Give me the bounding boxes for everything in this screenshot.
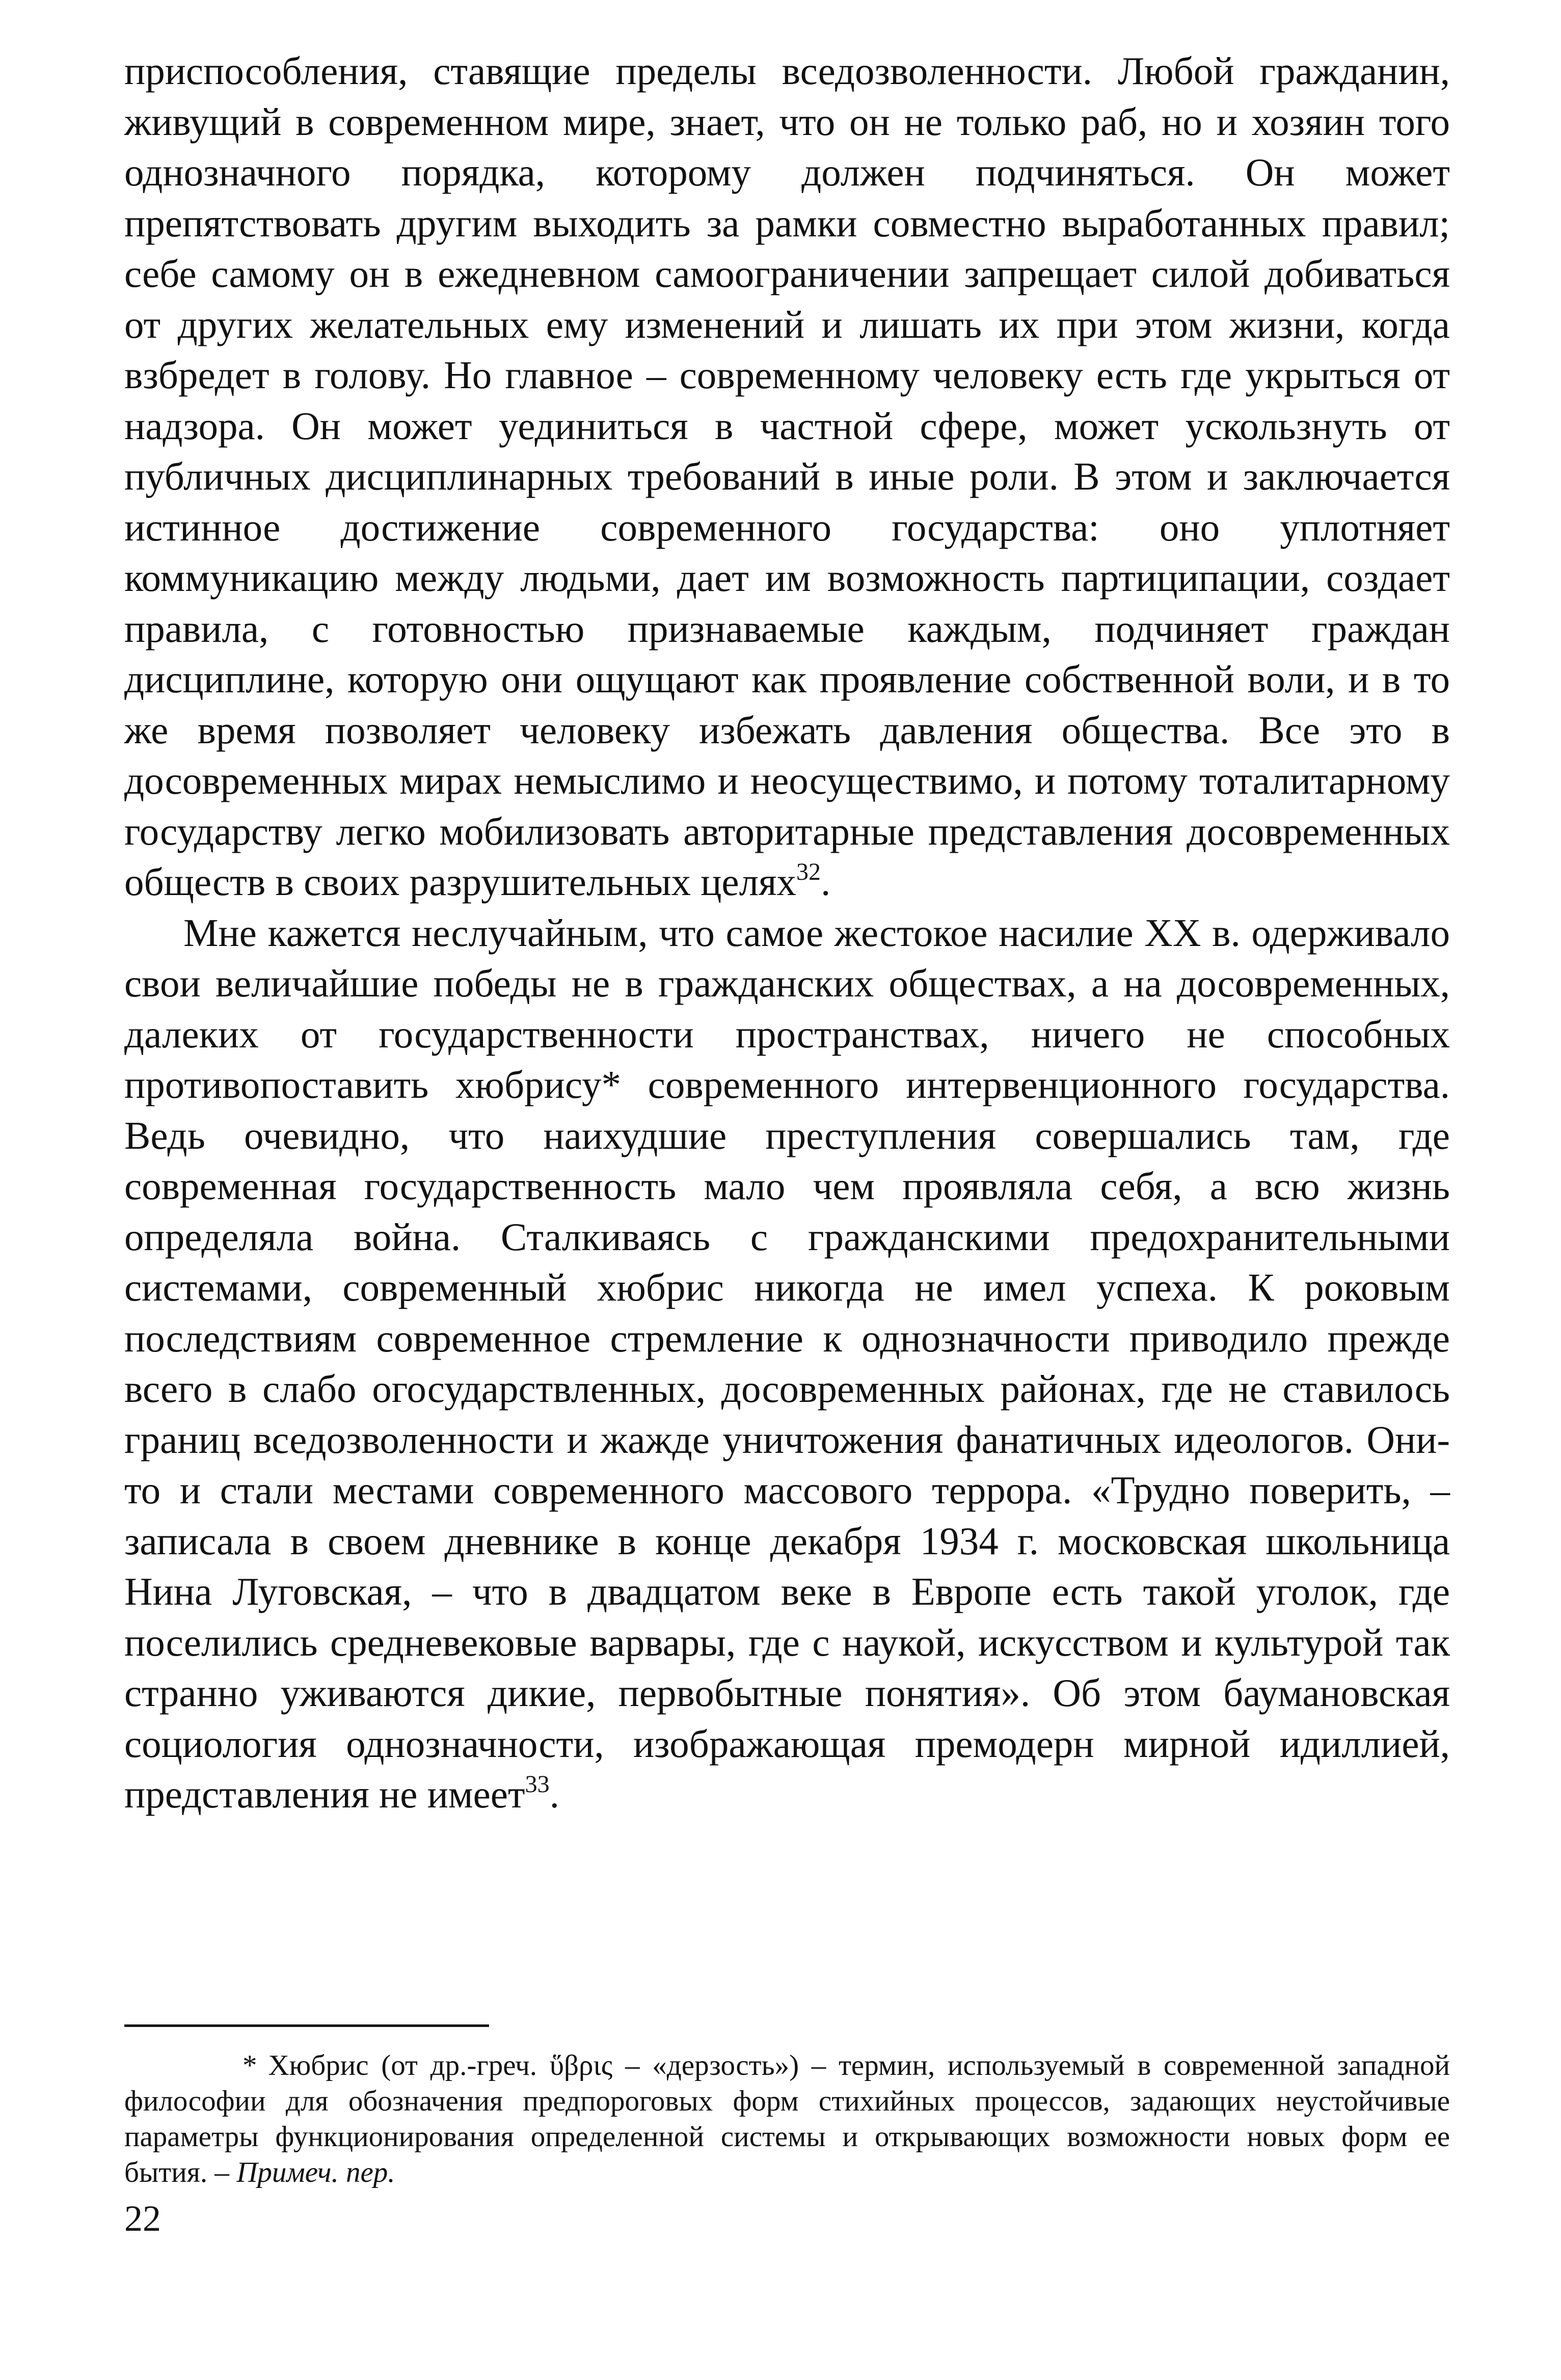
footnote-marker: * [243, 2049, 257, 2081]
paragraph-2 [124, 908, 1450, 1820]
main-text [124, 46, 1450, 1820]
page-number: 22 [124, 2198, 161, 2239]
paragraph-2-end: . [549, 1772, 559, 1816]
paragraph-1 [124, 46, 1450, 908]
footnote-attribution: Примеч. пер. [236, 2156, 395, 2188]
paragraph-1-end: . [820, 860, 831, 904]
footnote-text: Хюбрис (от др.-греч. ὕβρις – «дерзость») – термин, используемый в современной западной философии для обозначения предпороговых форм стихийных процессов, задающих неустойчивые параметры функционирования определенной системы и открывающих возможности новых форм ее бытия. – [124, 2049, 1450, 2188]
footnote [124, 2048, 1450, 2190]
paragraph-2-text: Мне кажется неслучайным, что самое жестокое насилие XX в. одерживало свои величайшие победы не в гражданских обществах, а на досовременных, далеких от государственности пространствах, ничего не способных противопоставить хюбрису* современного интервенционного государства. Ведь очевидно, что наихудшие преступления совершались там, где современная государственность мало чем проявляла себя, а всю жизнь определяла война. Сталкиваясь с гражданскими предохранительными системами, современный хюбрис никогда не имел успеха. К роковым последствиям современное стремление к однозначности приводило прежде всего в слабо огосударствленных, досовременных районах, где не ставилось границ вседозволенности и жажде уничтожения фанатичных идеологов. Они-то и стали местами современного массового террора. «Трудно поверить, – записала в своем дневнике в конце декабря 1934 г. московская школьница Нина Луговская, – что в двадцатом веке в Европе есть такой уголок, где поселились средневековые варвары, где с наукой, искусством и культурой так странно уживаются дикие, первобытные понятия». Об этом баумановская социология однозначности, изображающая премодерн мирной идиллией, представления не имеет [124, 910, 1450, 1816]
note-ref-33: 33 [525, 1771, 550, 1798]
note-ref-32: 32 [796, 858, 821, 885]
paragraph-1-text: приспособления, ставящие пределы вседозволенности. Любой гражданин, живущий в современном мире, знает, что он не только раб, но и хозяин того однозначного порядка, которому должен подчиняться. Он может препятствовать другим выходить за рамки совместно выработанных правил; себе самому он в ежедневном самоограничении запрещает силой добиваться от других желательных ему изменений и лишать их при этом жизни, когда взбредет в голову. Но главное – современному человеку есть где укрыться от надзора. Он может уединиться в частной сфере, может ускользнуть от публичных дисциплинарных требований в иные роли. В этом и заключается истинное достижение современного государства: оно уплотняет коммуникацию между людьми, дает им возможность партиципации, создает правила, с готовностью признаваемые каждым, подчиняет граждан дисциплине, которую они ощущают как проявление собственной воли, и в то же время позволяет человеку избежать давления общества. Все это в досовременных мирах немыслимо и неосуществимо, и потому тоталитарному государству легко мобилизовать авторитарные представления досовременных обществ в своих разрушительных целях [124, 49, 1450, 904]
book-page [124, 46, 1450, 2239]
footnote-divider [124, 2024, 489, 2027]
